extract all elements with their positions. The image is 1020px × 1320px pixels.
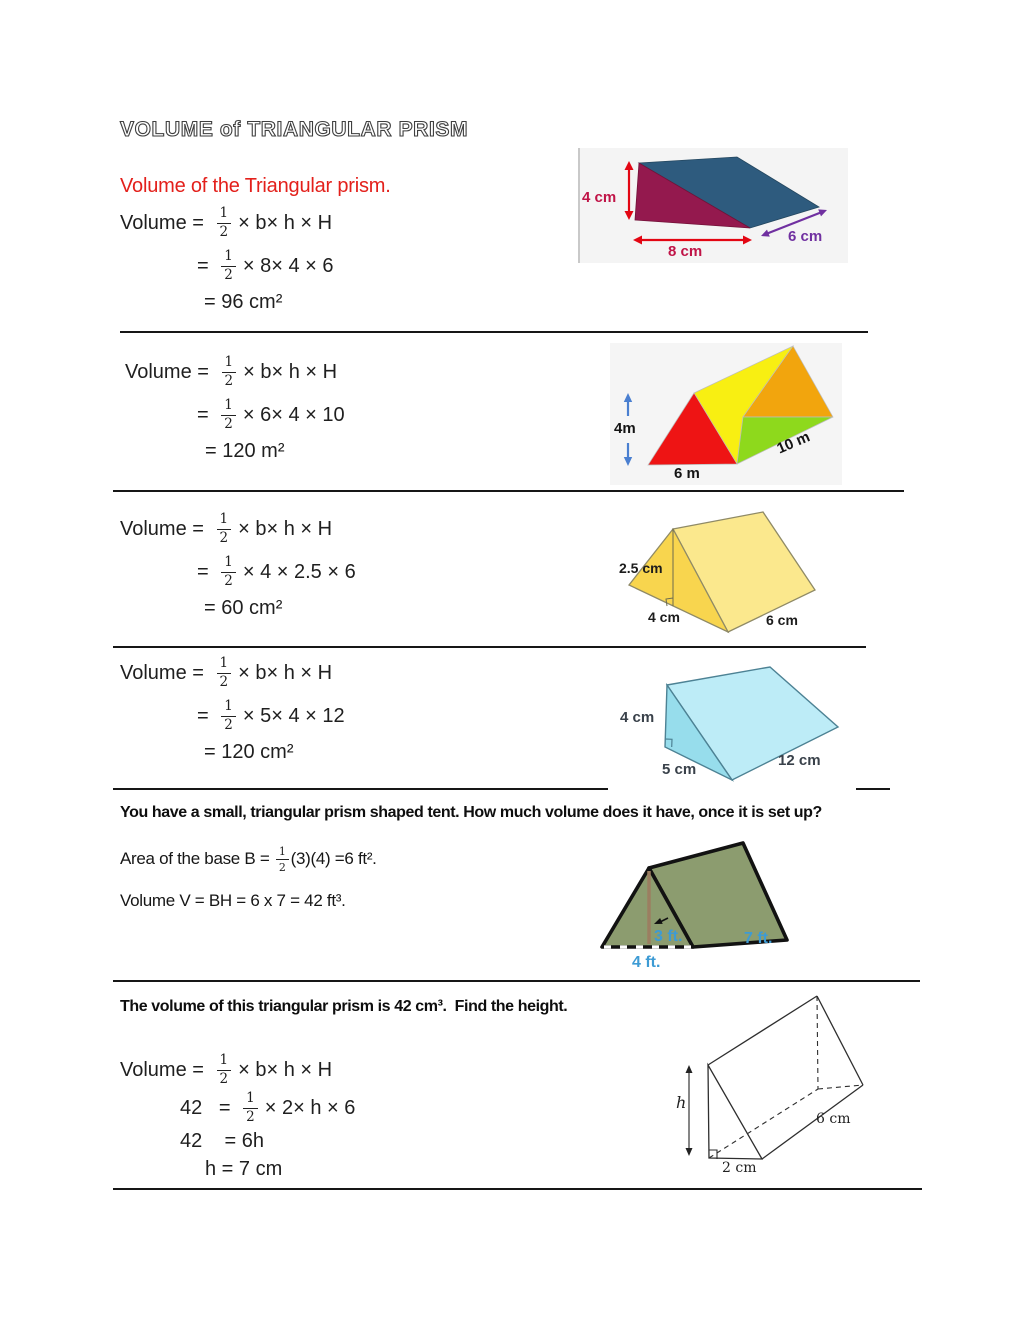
fraction-one-half: $\frac{1}{2}$ — [221, 700, 236, 732]
separator-line-3 — [113, 646, 866, 648]
volume-value: 42 — [180, 1096, 219, 1119]
formula-rhs: × b× h × H — [243, 360, 338, 383]
substitution-line — [120, 695, 345, 737]
wireframe-prism-illustration — [666, 988, 921, 1188]
simplified-rhs: = 6h — [224, 1129, 264, 1152]
depth-label: 12 cm — [778, 752, 821, 769]
result-line — [120, 593, 356, 623]
base-label: 8 cm — [668, 243, 703, 260]
fraction-one-half: $\frac{1}{2}$ — [243, 1092, 258, 1124]
formula-rhs: × b× h × H — [238, 211, 333, 234]
prism-1-figure — [580, 148, 848, 263]
tent-length-label: 7 ft. — [744, 930, 773, 947]
tent-illustration — [588, 828, 853, 980]
fraction-numerator: 1 — [217, 207, 232, 224]
answer-line — [120, 1155, 355, 1183]
substitution-values: × 5× 4 × 12 — [242, 704, 345, 727]
formula-line — [120, 201, 333, 245]
result-value: = 60 cm² — [204, 596, 283, 619]
tent-area-line — [120, 840, 377, 878]
intro-heading: Volume of the Triangular prism. — [120, 175, 391, 197]
depth-label: 6 cm — [788, 228, 823, 245]
fraction-one-half: $\frac{1}{2}$ — [276, 846, 289, 873]
volume-lhs: Volume = — [120, 1058, 210, 1081]
tent-figure — [588, 828, 853, 980]
fraction-one-half: $\frac{1}{2}$ — [217, 513, 232, 545]
result-value: = 120 m² — [205, 439, 285, 462]
base-label: 2 cm — [722, 1160, 757, 1176]
fraction-one-half: $\frac{1}{2}$ — [217, 657, 232, 689]
substitution-values: × 4 × 2.5 × 6 — [242, 560, 356, 583]
separator-line-1 — [120, 331, 868, 333]
separator-line-4a — [113, 788, 608, 790]
depth-label: 6 cm — [816, 1111, 851, 1127]
volume-lhs: Volume = — [120, 211, 210, 234]
height-answer: h = 7 cm — [205, 1157, 283, 1180]
fraction-denominator: 2 — [219, 223, 229, 240]
area-suffix: (3)(4) =6 ft². — [290, 849, 377, 868]
formula-rhs: × b× h × H — [238, 1058, 333, 1081]
substitution-values: × 8× 4 × 6 — [242, 254, 334, 277]
prism-3-illustration — [606, 503, 843, 645]
substitution-values: × 2× h × 6 — [264, 1096, 356, 1119]
substitution-values: × 6× 4 × 10 — [242, 403, 345, 426]
area-prefix: Area of the base B = — [120, 849, 274, 868]
separator-line-4b — [856, 788, 890, 790]
separator-line-2 — [113, 490, 904, 492]
wireframe-prism-figure — [666, 988, 921, 1188]
fraction-one-half: $\frac{1}{2}$ — [221, 556, 236, 588]
base-width-label: 4 ft. — [632, 954, 661, 971]
prism-2-illustration — [610, 343, 842, 485]
volume-lhs: Volume = — [120, 661, 210, 684]
fraction-one-half: $\frac{1}{2}$ — [222, 356, 237, 388]
depth-label: 6 cm — [766, 612, 798, 628]
base-label: 5 cm — [662, 761, 697, 778]
result-line — [120, 287, 333, 317]
substitution-line — [120, 245, 333, 287]
solid-edges — [708, 996, 863, 1159]
volume-lhs: Volume = — [125, 360, 215, 383]
pole-height-label: 3 ft. — [654, 928, 683, 945]
formula-line — [120, 507, 356, 551]
simplified-line — [120, 1127, 355, 1155]
tent-volume-line — [120, 889, 346, 913]
fraction-one-half: $\frac{1}{2}$ — [221, 399, 236, 431]
volume-computation: Volume V = BH = 6 x 7 = 42 ft³. — [120, 891, 346, 910]
formula-rhs: × b× h × H — [238, 661, 333, 684]
formula-line — [120, 651, 345, 695]
fraction-one-half: $\frac{1}{2}$ — [221, 250, 236, 282]
height-label: 4 cm — [620, 709, 655, 726]
volume-lhs: Volume = — [120, 517, 210, 540]
find-height-question: The volume of this triangular prism is 42 cm³. Find the height. — [120, 998, 568, 1015]
height-label: 2.5 cm — [619, 560, 663, 576]
result-line — [125, 436, 345, 466]
example-2-work — [125, 350, 345, 466]
example-4-work — [120, 651, 345, 767]
result-line — [120, 737, 345, 767]
height-label: 4 cm — [582, 189, 617, 206]
separator-line-5 — [113, 980, 920, 982]
result-value: = 120 cm² — [204, 740, 294, 763]
height-variable-label: h — [676, 1093, 687, 1112]
equals-sign: = — [197, 254, 215, 277]
find-height-work — [120, 1051, 355, 1183]
substitution-line — [120, 1089, 355, 1127]
volume-value: 42 — [180, 1129, 225, 1152]
substitution-line — [120, 551, 356, 593]
formula-line — [120, 1051, 355, 1089]
example-1-work — [120, 201, 333, 317]
prism-1-illustration — [578, 148, 848, 263]
depth-label: 10 m — [774, 428, 813, 458]
prism-4-illustration — [600, 650, 872, 792]
hidden-edges — [709, 996, 863, 1158]
page-title: VOLUME of TRIANGULAR PRISM — [120, 118, 469, 141]
equals-sign: = — [197, 403, 215, 426]
result-value: = 96 cm² — [204, 290, 283, 313]
prism-2-figure — [610, 343, 842, 485]
equals-sign: = — [197, 560, 215, 583]
base-label: 4 cm — [648, 609, 680, 625]
equals-sign: = — [197, 704, 215, 727]
separator-line-6 — [113, 1188, 922, 1190]
fraction-one-half — [217, 207, 232, 239]
formula-rhs: × b× h × H — [238, 517, 333, 540]
example-3-work — [120, 507, 356, 623]
tent-question: You have a small, triangular prism shaped tent. How much volume does it have, once it is set up? — [120, 804, 822, 821]
substitution-line — [125, 394, 345, 436]
equals-sign: = — [218, 1096, 237, 1119]
height-label: 4m — [614, 420, 636, 437]
base-label: 6 m — [674, 465, 700, 482]
fraction-one-half: $\frac{1}{2}$ — [217, 1054, 232, 1086]
formula-line — [125, 350, 345, 394]
